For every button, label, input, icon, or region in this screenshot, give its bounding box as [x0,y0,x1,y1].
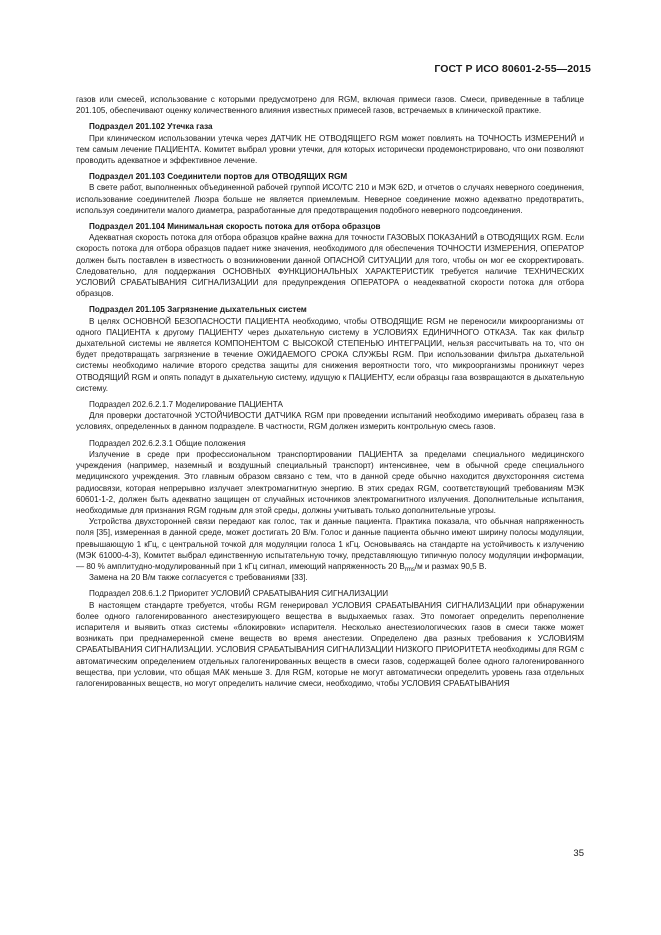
section-title-208-6-1-2: Подраздел 208.6.1.2 Приоритет УСЛОВИЙ СРАБАТЫВАНИЯ СИГНАЛИЗАЦИИ [89,589,389,599]
text-run: Устройства двухсторонней связи передают как голос, так и данные пациента. Практика показала, что обычная напряженность поля [35], измеренная в данной среде, может достигать 20 В/м. Голос и данные пациента обычно имеют ширину полосы модуляции, превышающую 1 кГц, с центральной точкой для модуляции голоса 1 кГц. Основываясь на стандарте на устойчивость к излучению (МЭК 61000-4-3), Комитет выбрал единственную испытательную точку, представляющую типичную полосу модуляции информации, — 80 % амплитудно-модулированный при 1 кГц сигнал, имеющий напряженность 20 В [76,517,584,571]
section-paragraph: В целях ОСНОВНОЙ БЕЗОПАСНОСТИ ПАЦИЕНТА необходимо, чтобы ОТВОДЯЩИЕ RGM не переносили микроорганизмы от одного ПАЦИЕНТА к другому ПАЦИЕНТУ через дыхательную систему в УСЛОВИЯХ ЕДИНИЧНОГО ОТКАЗА. Так как фильтр дыхательной системы не является КОМПОНЕНТОМ С ВЫСОКОЙ СТЕПЕНЬЮ ИНТЕГРАЦИИ, нельзя рассчитывать на то, что он будет предотвращать загрязнение в течение ОЖИДАЕМОГО СРОКА СЛУЖБЫ RGM. При использовании фильтра дыхательной системы необходимо наличие второго средства защиты для снижения вероятности того, что микроорганизмы проникнут через ОТВОДЯЩИЙ RGM и опять попадут в дыхательную систему, идущую к ПАЦИЕНТУ, если образцы газа возвращаются в дыхательную систему. [76,316,584,393]
section-paragraph [76,516,584,572]
page-body [76,94,584,689]
section-title-202-6-2-1-7: Подраздел 202.6.2.1.7 Моделирование ПАЦИЕНТА [89,400,283,410]
section-paragraph: Для проверки достаточной УСТОЙЧИВОСТИ ДАТЧИКА RGM при проведении испытаний необходимо имеривать образец газа в условиях, определенных в данном подразделе. В частности, RGM должен измерить контрольную смесь газов. [76,411,584,432]
intro-paragraph: газов или смесей, использование с которыми предусмотрено для RGM, включая примеси газов. Смеси, приведенные в таблице 201.105, обеспечивают оценку количественного влияния известных примесей газов, встречаемых в клинической практике. [76,95,584,116]
section-title-201-103: Подраздел 201.103 Соединители портов для ОТВОДЯЩИХ RGM [89,172,348,182]
section-title-201-105: Подраздел 201.105 Загрязнение дыхательных систем [89,305,307,315]
subscript-rms: rms [404,566,415,573]
section-paragraph: При клиническом использовании утечка через ДАТЧИК НЕ ОТВОДЯЩЕГО RGM может повлиять на ТОЧНОСТЬ ИЗМЕРЕНИЙ и тем самым лечение ПАЦИЕНТА. Комитет выбрал уровни утечки, для которых исторически продемонстрировано, что они позволяют проводить адекватное и эффективное лечение. [76,133,584,166]
text-run: /м и размах 90,5 В. [414,561,487,571]
section-paragraph: В настоящем стандарте требуется, чтобы RGM генерировал УСЛОВИЯ СРАБАТЫВАНИЯ СИГНАЛИЗАЦИИ при обнаружении более одного галогенированного анестезирующего вещества в выдыхаемых газах. Это помогает определить переполнение испарителя и выявить отказ системы «блокировки» испарителя. Несколько анестезиологических газов в смеси также может возникать при преднамеренной смене веществ во время анестезии. Определено два разных требования к УСЛОВИЯМ СРАБАТЫВАНИЯ СИГНАЛИЗАЦИИ. УСЛОВИЯ СРАБАТЫВАНИЯ СИГНАЛИЗАЦИИ НИЗКОГО ПРИОРИТЕТА необходимы для RGM с автоматическим определением отдельных галогенированных веществ в смеси газов, содержащей более одного галогенированного вещества, при условии, что общая МАК меньше 3. Для RGM, которые не могут автоматически определить уровень газа отдельных галогенированных веществ, но могут определить наличие смеси, необходимо, чтобы УСЛОВИЯ СРАБАТЫВАНИЯ [76,600,584,688]
section-paragraph: Излучение в среде при профессиональном транспортировании ПАЦИЕНТА за пределами специального медицинского учреждения (например, наземный и воздушный специальный транспорт) интенсивнее, чем в обычной среде специального медицинского учреждения. Это главным образом связано с тем, что в данной среде обычно находится двухсторонняя система радиосвязи, которая непрерывно излучает электромагнитную энергию. В этих средах RGM, соответствующий требованиям МЭК 60601-1-2, должен быть адекватно защищен от случайных источников электромагнитного излучения. Дополнительные испытания, необходимые для признания RGM годным для этой среды, должны учитывать только дополнительные угрозы. [76,449,584,515]
section-paragraph: В свете работ, выполненных объединенной рабочей группой ИСО/ТС 210 и МЭК 62D, и отчетов о случаях неверного соединения, использование соединителей Люэра больше не является приемлемым. Неверное соединение можно адекватно предотвратить, используя соединители малого диаметра, разработанные для предотвращения подобного неверного подсоединения. [76,183,584,215]
document-header: ГОСТ Р ИСО 80601-2-55—2015 [434,63,591,75]
section-title-201-104: Подраздел 201.104 Минимальная скорость потока для отбора образцов [89,222,381,232]
section-title-202-6-2-3-1: Подраздел 202.6.2.3.1 Общие положения [89,438,246,448]
page-number: 35 [573,848,584,859]
section-title-201-102: Подраздел 201.102 Утечка газа [89,122,213,132]
section-paragraph: Адекватная скорость потока для отбора образцов крайне важна для точности ГАЗОВЫХ ПОКАЗАНИЙ в ОТВОДЯЩИХ RGM. Если скорость потока для отбора образцов падает ниже значения, необходимого для обеспечения ТОЧНОСТИ ИЗМЕРЕНИЯ, ОПЕРАТОР должен быть поставлен в известность о возникновении данной ОПАСНОЙ СИТУАЦИИ для того, чтобы он мог ее скорректировать. Следовательно, для поддержания ОСНОВНЫХ ФУНКЦИОНАЛЬНЫХ ХАРАКТЕРИСТИК требуется наличие ТЕХНИЧЕСКИХ УСЛОВИЙ СРАБАТЫВАНИЯ СИГНАЛИЗАЦИИ для предупреждения ОПЕРАТОРА о неадекватной скорости потока для отбора образцов. [76,233,584,299]
section-paragraph: Замена на 20 В/м также согласуется с требованиями [33]. [89,573,308,583]
